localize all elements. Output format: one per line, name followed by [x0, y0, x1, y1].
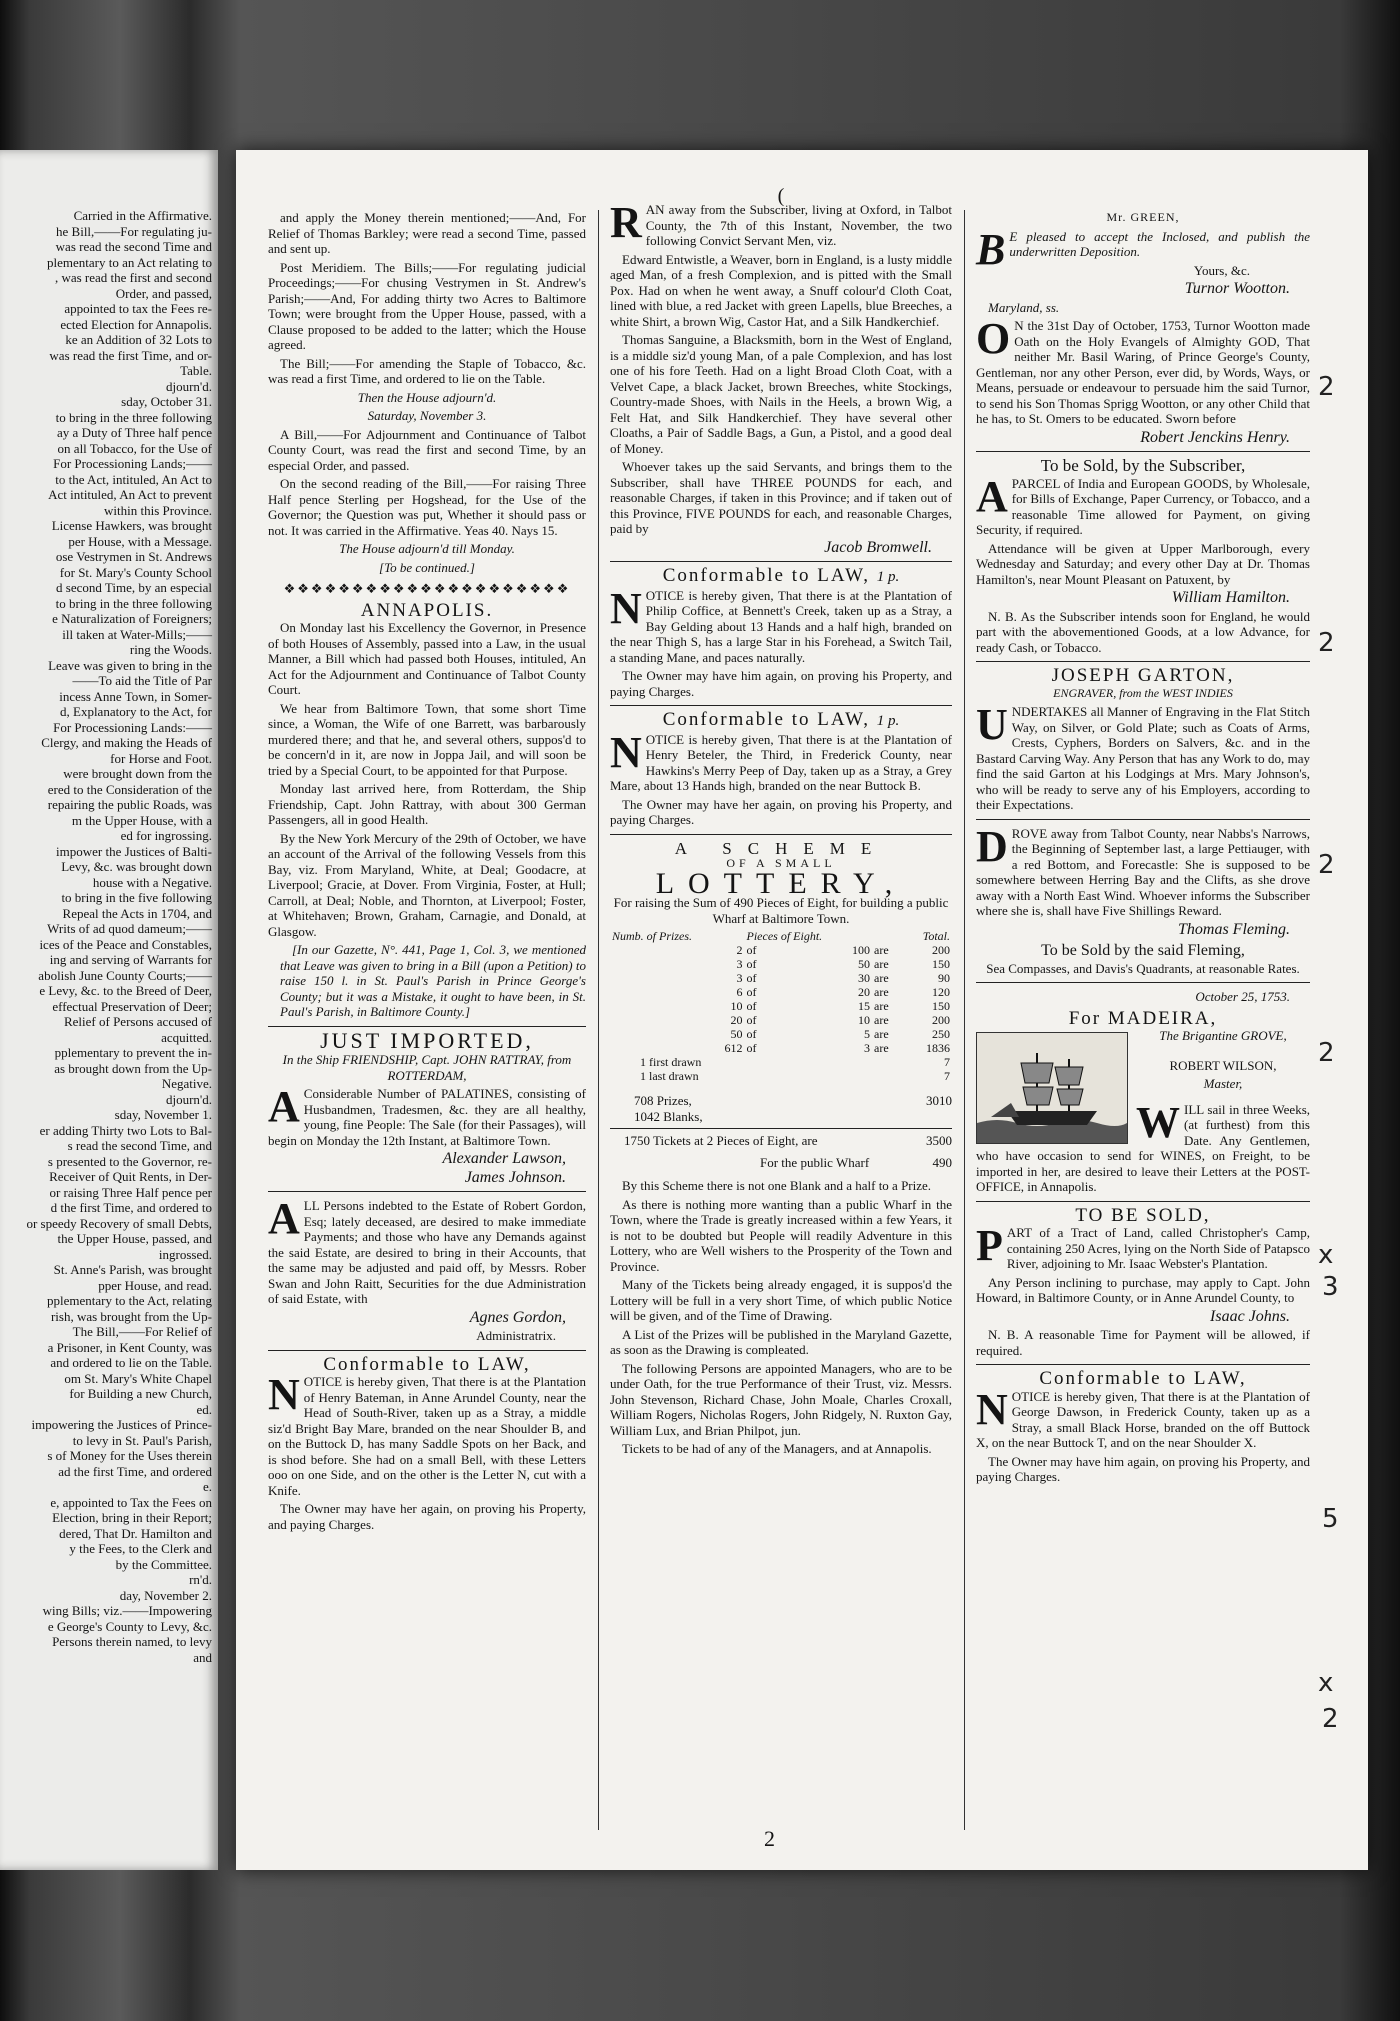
prize-cell: 3: [864, 1041, 871, 1055]
sold-body: APARCEL of India and European GOODS, by Wholesale, for Bills of Exchange, Paper Currency, or Tobacco, and a reasonable Time allowed for Payment, on giving Security, if required.: [976, 471, 1310, 537]
previous-page-line: and ordered to lie on the Table.: [50, 1355, 212, 1370]
prize-column-header: Total.: [922, 929, 950, 943]
dropcap-w: W: [1136, 1097, 1180, 1147]
prize-table: [610, 929, 952, 1083]
lottery-subtitle: For raising the Sum of 490 Pieces of Eight, for building a public Wharf at Baltimore Town.: [613, 895, 949, 926]
previous-page-line: on all Tobacco, for the Use of: [57, 440, 212, 456]
woodcut-hull: [1007, 1111, 1097, 1125]
divider: [268, 1350, 586, 1351]
prize-cell: of: [746, 999, 757, 1013]
green-yours: Yours, &c.: [1193, 262, 1250, 278]
previous-page-line: St. Anne's Parish, was brought: [53, 1262, 212, 1277]
law-notice-tail: The Owner may have her again, on proving his Property, and paying Charges.: [610, 796, 952, 827]
previous-page-line: Negative.: [161, 1076, 212, 1091]
dropcap-n: N: [610, 727, 642, 777]
previous-page-line: pper House, and read.: [98, 1277, 212, 1293]
prize-cell: are: [874, 999, 889, 1013]
previous-page-line: d second Time, by an especial: [56, 580, 212, 595]
proceedings-paragraph: Saturday, November 3.: [367, 408, 487, 423]
previous-page-line: for St. Mary's County School: [59, 564, 212, 580]
previous-page-line: plementary to an Act relating to: [47, 254, 212, 270]
previous-page-line: to the Act, intituled, An Act to: [55, 471, 212, 487]
signature-hamilton: William Hamilton.: [1171, 589, 1290, 606]
madeira-master: ROBERT WILSON,: [1169, 1057, 1277, 1073]
previous-page-line: Receiver of Quit Rents, in Der-: [49, 1169, 212, 1184]
previous-page-line: house with a Negative.: [92, 874, 212, 890]
prize-column-header: Numb. of Prizes.: [612, 929, 693, 943]
prize-cell: of: [746, 1027, 757, 1041]
previous-page-line: to bring in the five following: [61, 890, 212, 905]
erratum-note: [In our Gazette, N°. 441, Page 1, Col. 3, we mentioned that Leave was given to bring in a Bill (upon a Petition) to raise 150 l. in St. Paul's Parish in Prince George's County; but it was a Mistake, it ought to have been, in St. Paul's Parish, in Baltimore County.]: [280, 942, 586, 1019]
previous-page-line: For Processioning Lands;——: [53, 456, 212, 471]
scheme-paragraph: The following Persons are appointed Managers, who are to be under Oath, for the true Performance of their Trust, viz. Messrs. John Stevenson, Richard Chase, John Moale, Charles Croxall, William Rogers, Nicholas Rogers, John Ridgely, N. Ruxton Gay, William Lux, and Brian Philpot, jun.: [610, 1360, 952, 1438]
previous-page-line: s of Money for the Uses therein: [47, 1448, 212, 1463]
prize-cell: 20: [730, 1013, 743, 1027]
previous-page-line: Relief of Persons accused of: [63, 1014, 212, 1029]
previous-page-line: to bring in the three following: [55, 409, 212, 425]
previous-page-line: Repeal the Acts in 1704, and: [62, 905, 212, 921]
woodcut-sail: [1057, 1089, 1083, 1105]
prize-cell: 100: [852, 943, 871, 957]
prize-cell: of: [746, 957, 757, 971]
prize-cell: are: [874, 1013, 889, 1027]
previous-page-line: Clergy, and making the Heads of: [41, 735, 212, 750]
prize-row: [610, 957, 952, 971]
margin-mark: x: [1318, 1240, 1334, 1270]
previous-page-line: e.: [202, 1479, 212, 1494]
newspaper-page: [236, 150, 1368, 1870]
previous-page-line: dered, That Dr. Hamilton and: [59, 1525, 212, 1541]
scheme-text: [610, 1178, 952, 1457]
column-rule: [964, 210, 965, 1830]
previous-page-line: was read the second Time and: [55, 239, 212, 254]
law-notice-coffice: NOTICE is hereby given, That there is at the Plantation of Philip Coffice, at Bennett's Creek, taken up as a Stray, a Bay Gelding about 13 Hands and a half high, branded on the near Thigh S, has a large Star in his Forehead, a Switch Tail, a standing Mane, and paces naturally.: [610, 583, 952, 665]
previous-page-line: within this Province.: [104, 502, 212, 518]
prize-column-header: [872, 929, 902, 943]
tract-nb: N. B. A reasonable Time for Payment will be allowed, if required.: [976, 1327, 1310, 1358]
prize-cell: 90: [938, 971, 950, 985]
previous-page-line: ke an Addition of 32 Lots to: [65, 332, 212, 347]
previous-page-line: ad the first Time, and ordered: [58, 1463, 212, 1479]
madeira-block: [976, 1028, 1310, 1195]
prize-row: [610, 943, 952, 957]
previous-page-line: and: [193, 1649, 212, 1665]
law-notice-dawson: NOTICE is hereby given, That there is at the Plantation of George Dawson, in Frederick County, taken up as a Stray, a small Black Horse, branded on the off Buttock X, on the near Buttock T, and on the near Shoulder X.: [976, 1384, 1310, 1450]
previous-page-line: impower the Justices of Balti-: [56, 843, 212, 859]
previous-page-line: a Prisoner, in Kent County, was: [47, 1339, 212, 1355]
sold-attendance: Attendance will be given at Upper Marlborough, every Wednesday and Saturday; and every other Day at Dr. Thomas Hamilton's, near Mount Pleasant on Patuxent, by: [976, 540, 1310, 587]
previous-page-line: Carried in the Affirmative.: [73, 208, 212, 223]
column-3: [976, 210, 1310, 1830]
previous-page-line: or speedy Recovery of small Debts,: [26, 1215, 212, 1231]
previous-page-line: Levy, &c. was brought down: [61, 859, 212, 874]
previous-page-line: for Building a new Church,: [69, 1386, 212, 1401]
prize-cell: 3: [736, 971, 743, 985]
prize-cell: 200: [932, 943, 950, 957]
runaway-details: [610, 252, 952, 537]
signature-fleming: Thomas Fleming.: [1178, 920, 1290, 938]
prize-cell: are: [874, 1027, 889, 1041]
prize-cell: are: [874, 985, 889, 999]
divider: [610, 1128, 952, 1129]
fleming-sale-body: Sea Compasses, and Davis's Quadrants, at reasonable Rates.: [986, 960, 1300, 976]
prize-cell: 5: [864, 1027, 871, 1041]
previous-page-line: sday, October 31.: [121, 394, 212, 409]
proceedings-paragraph: Then the House adjourn'd.: [357, 389, 497, 405]
column-1: [268, 210, 586, 1830]
previous-page-line: e, appointed to Tax the Fees on: [50, 1494, 212, 1510]
law-heading: Conformable to LAW, 1 p.: [662, 709, 900, 730]
previous-page-line: Persons therein named, to levy: [52, 1634, 212, 1649]
previous-page-line: ——To aid the Title of Par: [72, 673, 212, 688]
fleming-sale-heading: To be Sold by the said Fleming,: [1041, 942, 1245, 959]
previous-page-line: or raising Three Half pence per: [49, 1184, 212, 1200]
previous-page-line: djourn'd.: [165, 378, 212, 394]
previous-page-line: Election, bring in their Report;: [52, 1510, 212, 1525]
prize-cell: 1 first drawn: [640, 1055, 702, 1069]
dropcap-n: N: [976, 1384, 1008, 1434]
previous-page-line: ing and serving of Warrants for: [49, 952, 212, 967]
drove-body: DROVE away from Talbot County, near Nabbs's Narrows, the Beginning of September last, a large Pettiauger, with a red Bottom, and Forecastle: She is supposed to be somewhere between Herring Bay and the Clifts, as she drove away with a North East Wind. Whoever informs the Subscriber where she is, shall have Five Shillings Reward.: [976, 821, 1310, 918]
margin-mark: x: [1318, 1668, 1334, 1698]
previous-page-line: to bring in the three following: [55, 595, 212, 611]
previous-page-line: acquitted.: [161, 1029, 212, 1045]
previous-page-line: rn'd.: [189, 1572, 212, 1587]
dropcap-b: B: [976, 224, 1006, 274]
deposition-body: O N the 31st Day of October, 1753, Turnor Wootton made Oath on the Holy Evangels of Almighty GOD, That neither Mr. Basil Waring, of Prince George's County, Gentleman, nor any other Person, ever did, by Words, Ways, or Means, persuade or endeavour to persuade him the said Turnor, to send his Son Thomas Sprigg Wootton, or any other Child that he has, to St. Omers to be educated. Sworn before: [976, 314, 1310, 426]
dropcap-n: N: [268, 1370, 300, 1419]
previous-page-line: ered to the Consideration of the: [47, 781, 212, 797]
prize-table-body: [610, 943, 952, 1083]
sold-heading: To be Sold, by the Subscriber,: [1040, 456, 1246, 475]
sold-nb: N. B. As the Subscriber intends soon for England, he would part with the abovementioned Goods, at a low Advance, for ready Cash, or Tobacco.: [976, 608, 1310, 655]
proceedings-paragraph: Post Meridiem. The Bills;——For regulating judicial Proceedings;——For chusing Vestrymen in St. Andrew's Parish;——And, For adding thirty two Acres to Baltimore Town; were brought from the Upper House, passed, with a Clause proposed to be added to the latter; which the House agreed.: [268, 259, 586, 352]
previous-page-line: djourn'd.: [165, 1091, 212, 1107]
runaway-paragraph: Edward Entwistle, a Weaver, born in England, is a lusty middle aged Man, of a fresh Complexion, and is pitted with the Small Pox. Had on when he went away, a Snuff colour'd Cloth Coat, lined with blue, a red Jacket with green Lapells, blue Breeches, a white Shirt, a brown Wig, Castor Hat, and a Silk Handkerchief.: [610, 251, 952, 329]
proceedings-paragraph: [To be continued.]: [379, 559, 475, 575]
scheme-paragraph: Many of the Tickets being already engaged, it is suppos'd the Lottery will be full in a very short Time, of which public Notice will be given, and of the Time of Drawing.: [610, 1277, 952, 1323]
previous-page-line: d, Explanatory to the Act, for: [60, 704, 212, 719]
margin-mark: 3: [1322, 1272, 1339, 1302]
dropcap-a: A: [268, 1194, 300, 1243]
previous-page-line: for Horse and Foot.: [110, 750, 212, 766]
prize-cell: 10: [858, 1013, 871, 1027]
prize-cell: are: [874, 1041, 889, 1055]
gordon-notice: ALL Persons indebted to the Estate of Robert Gordon, Esq; lately deceased, are desired to make immediate Payments; and those who have any Demands against the said Estate, are desired to bring in their Accounts, that the same may be adjusted and paid off, by Messrs. Rober Swan and John Raitt, Securities for the due Administration of said Estate, with: [268, 1194, 586, 1306]
lottery-heading: LOTTERY,: [655, 866, 907, 900]
dropcap-n: N: [610, 583, 642, 633]
previous-page-line: day, November 2.: [119, 1587, 212, 1603]
previous-page-line: Writs of ad quod dameum;——: [47, 921, 212, 936]
previous-page-line: incess Anne Town, in Somer-: [59, 688, 212, 704]
prize-cell: 50: [858, 957, 871, 971]
previous-page-line: e George's County to Levy, &c.: [47, 1618, 212, 1634]
ornament-divider: ❖❖❖❖❖❖❖❖❖❖❖❖❖❖❖❖❖❖❖❖❖: [283, 581, 571, 596]
margin-mark: 5: [1322, 1504, 1339, 1534]
proceedings-paragraph: A Bill,——For Adjournment and Continuance of Talbot County Court, was read the first and second Time, by an especial Order, and passed.: [268, 426, 586, 473]
previous-page-line: sday, November 1.: [114, 1107, 212, 1122]
previous-page-line: The Bill,——For Relief of: [72, 1324, 212, 1339]
handwritten-note: 1 p.: [876, 713, 900, 729]
signature-johns: Isaac Johns.: [1210, 1307, 1290, 1325]
runaway-paragraph: Thomas Sanguine, a Blacksmith, born in the West of England, is a middle siz'd young Man, of a pale Complexion, and has lost one of his fore Teeth. Had on a light Broad Cloth Coat, with a Velvet Cape, a black Jacket, brown Breeches, white Stockings, Country-made Shoes, with Nails in the Heels, a brown Wig, a Felt Hat, and Silk Handkerchief. They have several other Cloaths, a Pair of Saddle Bags, a Gun, a Pistol, and a good deal of Money.: [610, 332, 952, 456]
previous-page-line: by the Committee.: [115, 1556, 212, 1572]
madeira-body: WILL sail in three Weeks, (at furthest) from this Date. Any Gentlemen, who have occasion to send for WINES, on Freight, to be imported in her, are desired to leave their Letters at the POST-OFFICE, in Annapolis.: [976, 1097, 1310, 1194]
of-a-small: OF A SMALL: [726, 856, 836, 870]
previous-page-line: om St. Mary's White Chapel: [64, 1370, 212, 1386]
proceedings-paragraph: The House adjourn'd till Monday.: [339, 541, 515, 556]
previous-page-line: he Bill,——For regulating ju-: [56, 223, 212, 239]
tract-inquiry: Any Person inclining to purchase, may apply to Capt. John Howard, in Baltimore County, or in Anne Arundel County, to: [976, 1274, 1310, 1305]
annapolis-heading: ANNAPOLIS.: [360, 599, 494, 621]
previous-page-line: appointed to tax the Fees re-: [64, 301, 212, 316]
previous-page-line: Order, and passed,: [115, 285, 212, 301]
prize-cell: of: [746, 1041, 757, 1055]
prize-cell: 250: [932, 1027, 950, 1041]
previous-page-line: License Hawkers, was brought: [51, 518, 212, 533]
column-2: [610, 185, 952, 1830]
previous-page-line: y the Fees, to the Clerk and: [69, 1541, 212, 1556]
annapolis-news: [268, 620, 586, 939]
law-heading: Conformable to LAW,: [1039, 1368, 1247, 1389]
garton-subheading: ENGRAVER, from the WEST INDIES: [1053, 685, 1233, 700]
top-mark: (: [777, 185, 785, 207]
dropcap-r: R: [610, 198, 642, 247]
divider: [976, 819, 1310, 820]
previous-page-line: wing Bills; viz.——Impowering: [42, 1603, 212, 1618]
previous-page-line: to levy in St. Paul's Parish,: [72, 1432, 212, 1448]
prize-row: [610, 1027, 952, 1041]
divider: [268, 1026, 586, 1027]
ship-woodcut: [976, 1032, 1128, 1144]
margin-mark: 2: [1318, 372, 1335, 402]
divider: [610, 834, 952, 835]
law-heading: Conformable to LAW, 1 p.: [662, 565, 900, 586]
prize-cell: 1836: [926, 1041, 950, 1055]
madeira-role: Master,: [1203, 1076, 1243, 1091]
prize-column-header: Pieces of Eight.: [746, 929, 823, 943]
garton-body: UNDERTAKES all Manner of Engraving in the Flat Stitch Way, on Silver, or Gold Plate; such as Coats of Arms, Crests, Cyphers, Borders on Salvers, &c. and in the Bastard Carving Way. Any Person that has any Work to do, may find the said Garton at his Lodgings at Mrs. Mary Johnson's, who will be ready to serve any of his Employers, according to their Expectations.: [976, 700, 1310, 812]
previous-page-line: e Naturalization of Foreigners;: [52, 611, 212, 626]
divider: [976, 661, 1310, 662]
prize-row: [610, 999, 952, 1013]
law-notice-beteler: NOTICE is hereby given, That there is at the Plantation of Henry Beteler, the Third, in Frederick County, near Hawkins's Merry Peep of Day, taken up as a Stray, a Grey Mare, about 13 Hands high, branded on the near Buttock B.: [610, 727, 952, 793]
proceedings-paragraph: and apply the Money therein mentioned;——And, For Relief of Thomas Barkley; were read a second Time, passed and sent up.: [268, 210, 586, 256]
previous-page-line: ill taken at Water-Mills;——: [62, 626, 212, 642]
scheme-paragraph: As there is nothing more wanting than a public Wharf in the Town, where the Trade is greatly increased within a few Years, it is not to be doubted but People will readily Adventure in this Lottery, who are Well wishers to the Prosperity of the Town and Province.: [610, 1196, 952, 1274]
prize-cell: 6: [736, 985, 743, 999]
signature-wootton: Turnor Wootton.: [1184, 280, 1290, 297]
prize-cell: are: [874, 957, 889, 971]
previous-page-line: as brought down from the Up-: [54, 1060, 212, 1076]
previous-page-line: repairing the public Roads, was: [47, 797, 212, 812]
prize-cell: 200: [932, 1013, 950, 1027]
prize-row: [610, 1013, 952, 1027]
law-notice-tail: The Owner may have him again, on proving his Property, and paying Charges.: [976, 1453, 1310, 1484]
previous-page-line: ring the Woods.: [129, 642, 212, 657]
previous-page-text: [0, 208, 212, 1665]
proceedings-paragraph: The Bill;——For amending the Staple of Tobacco, &c. was read a first Time, and ordered to lie on the Table.: [268, 355, 586, 386]
proceedings-paragraph: On the second reading of the Bill,——For raising Three Half pence Sterling per Hogshead, for the Use of the Governor; the Question was put, Whether it should pass or not. It was carried in the Affirmative. Yeas 40. Nays 15.: [268, 476, 586, 538]
assembly-proceedings: [268, 210, 586, 575]
signature-henry: Robert Jenckins Henry.: [1140, 428, 1290, 446]
prize-cell: 120: [932, 985, 950, 999]
divider: [610, 705, 952, 706]
previous-page-line: Leave was given to bring in the: [48, 657, 212, 673]
law-notice-tail: The Owner may have her again, on proving his Property, and paying Charges.: [268, 1501, 586, 1532]
law-notice-tail: The Owner may have him again, on proving his Property, and paying Charges.: [610, 668, 952, 699]
margin-mark: 2: [1318, 850, 1335, 880]
previous-page-line: was read the first Time, and or-: [49, 347, 212, 363]
divider: [976, 1201, 1310, 1202]
divider: [976, 1364, 1310, 1365]
previous-page-line: rish, was brought from the Up-: [50, 1308, 212, 1324]
law-heading: Conformable to LAW,: [323, 1353, 531, 1375]
handwritten-note: 1 p.: [876, 569, 900, 585]
prize-cell: 612: [724, 1041, 743, 1055]
scheme-heading: A SCHEME: [674, 838, 888, 858]
dropcap-p: P: [976, 1221, 1003, 1270]
signature-gordon: Agnes Gordon,: [469, 1308, 566, 1326]
prize-cell: 50: [730, 1027, 743, 1041]
previous-page-line: m the Upper House, with a: [71, 812, 212, 828]
woodcut-sail: [1023, 1087, 1053, 1105]
previous-page-line: ingrossed.: [158, 1246, 212, 1262]
tickets-line: 1750 Tickets at 2 Pieces of Eight, are 3500: [624, 1133, 952, 1148]
prize-cell: 10: [730, 999, 743, 1013]
prize-cell: of: [746, 1013, 757, 1027]
prize-cell: 150: [932, 999, 950, 1013]
previous-page-line: er adding Thirty two Lots to Bal-: [39, 1122, 212, 1138]
previous-page-line: ed.: [196, 1401, 212, 1417]
previous-page-line: ay a Duty of Three half pence: [57, 425, 212, 440]
divider: [268, 1191, 586, 1192]
prize-cell: of: [746, 971, 757, 985]
law-notice-bateman: NOTICE is hereby given, That there is at the Plantation of Henry Bateman, in Anne Arundel County, near the Head of South-River, taken up as a Stray, a middle siz'd Bright Bay Mare, branded on the near Shoulder B, and on the Buttock D, has many Saddle Spots on her Back, and is shod before. She had on a small Bell, with these Letters ooo on one Side, and on the other is the Letter N, cut with a Knife.: [268, 1370, 586, 1498]
green-heading: Mr. GREEN,: [1106, 210, 1180, 224]
prize-cell: 30: [858, 971, 871, 985]
previous-page-line: s presented to the Governor, re-: [47, 1153, 212, 1169]
prize-row: [610, 1055, 952, 1069]
deposition-place: Maryland, ss.: [988, 299, 1060, 315]
previous-page-line: abolish June County Courts;——: [38, 967, 212, 983]
prize-cell: 2: [736, 943, 743, 957]
prize-cell: 15: [858, 999, 871, 1013]
previous-page-line: pplementary to the Act, relating: [47, 1293, 212, 1308]
signature-johnson: James Johnson.: [464, 1168, 566, 1186]
previous-page-line: s read the second Time, and: [67, 1138, 212, 1153]
imported-body: A Considerable Number of PALATINES, consisting of Husbandmen, Tradesmen, &c. they are all healthy, young, fine People: The Sale (for their Passages), will begin on Monday the 12th Instant, at Baltimore Town.: [268, 1082, 586, 1148]
prize-cell: are: [874, 943, 889, 957]
signature-lawson: Alexander Lawson,: [442, 1150, 566, 1167]
divider: [976, 982, 1310, 983]
gordon-role: Administratrix.: [476, 1328, 556, 1343]
prize-cell: 7: [944, 1055, 950, 1069]
margin-mark: 2: [1322, 1704, 1339, 1734]
prize-row: [610, 971, 952, 985]
tract-heading: TO BE SOLD,: [1075, 1204, 1211, 1226]
previous-page-line: impowering the Justices of Prince-: [31, 1417, 212, 1432]
prize-row: [610, 1069, 952, 1083]
imported-ship-line: In the Ship FRIENDSHIP, Capt. JOHN RATTRAY, from ROTTERDAM,: [282, 1052, 572, 1083]
wharf-line: For the public Wharf 490: [760, 1154, 952, 1170]
garton-heading: JOSEPH GARTON,: [1051, 665, 1235, 686]
news-paragraph: We hear from Baltimore Town, that some short Time since, a Woman, the Wife of one Barrett, was barbarously murdered there; and that he, and several others, suppos'd to be concern'd in it, are now in Joppa Jail, and will soon be tried by a Special Court, to be appointed for that Purpose.: [268, 700, 586, 778]
prize-cell: 20: [858, 985, 871, 999]
blanks-line: 1042 Blanks,: [634, 1108, 703, 1124]
woodcut-sail: [1055, 1067, 1083, 1085]
tract-body: PART of a Tract of Land, called Christopher's Camp, containing 250 Acres, lying on the North Side of Patapsco River, adjoining to Mr. Isaac Webster's Plantation.: [976, 1221, 1310, 1271]
prize-cell: 1 last drawn: [640, 1069, 699, 1083]
scheme-paragraph: A List of the Prizes will be published in the Maryland Gazette, as soon as the Drawing is compleated.: [610, 1326, 952, 1357]
previous-page-line: ed for ingrossing.: [120, 828, 212, 843]
prize-cell: of: [746, 985, 757, 999]
runaway-paragraph: Whoever takes up the said Servants, and brings them to the Subscriber, shall have THREE POUNDS for each, and reasonable Charges, if taken in this Province; and if taken out of this Province, FIVE POUNDS for each, and reasonable Charges, paid by: [610, 459, 952, 536]
prize-table-header: [610, 929, 952, 943]
woodcut-sail: [1021, 1063, 1053, 1083]
column-rule: [598, 210, 599, 1830]
previous-page-line: For Processioning Lands:——: [53, 719, 212, 735]
madeira-date: October 25, 1753.: [1195, 989, 1290, 1004]
previous-page-line: , was read the first and second: [54, 270, 212, 285]
madeira-ship: The Brigantine GROVE,: [1159, 1028, 1287, 1043]
prize-cell: 7: [944, 1069, 950, 1083]
margin-mark: 2: [1318, 628, 1335, 658]
prize-row: [610, 1041, 952, 1055]
previous-page-line: pplementary to prevent the in-: [54, 1045, 212, 1060]
previous-page-line: Act intituled, An Act to prevent: [48, 487, 212, 502]
scheme-paragraph: By this Scheme there is not one Blank and a half to a Prize.: [622, 1178, 932, 1193]
news-paragraph: Monday last arrived here, from Rotterdam, the Ship Friendship, Capt. John Rattray, with about 300 German Passengers, all in good Health.: [268, 781, 586, 827]
previous-page-line: ose Vestrymen in St. Andrews: [55, 549, 212, 564]
prize-row: [610, 985, 952, 999]
divider: [610, 561, 952, 562]
previous-page-line: per House, with a Message.: [68, 533, 212, 549]
prize-cell: 150: [932, 957, 950, 971]
just-imported-heading: JUST IMPORTED,: [320, 1027, 534, 1053]
prize-cell: 3: [736, 957, 743, 971]
previous-page-line: ices of the Peace and Constables,: [39, 936, 212, 952]
page-number: 2: [764, 1826, 775, 1851]
prize-cell: are: [874, 971, 889, 985]
previous-page-line: ected Election for Annapolis.: [60, 316, 212, 332]
previous-page-line: were brought down from the: [63, 766, 212, 781]
previous-page-fragment: [0, 150, 218, 1870]
dropcap-a: A: [976, 471, 1008, 521]
scheme-paragraph: Tickets to be had of any of the Managers, and at Annapolis.: [622, 1441, 932, 1456]
signature-bromwell: Jacob Bromwell.: [824, 538, 932, 556]
news-paragraph: By the New York Mercury of the 29th of October, we have an account of the Arrival of the following Vessels from this Bay, viz. From Maryland, White, at Deal; Goodacre, at Liverpool; Gracie, at Dover. From Virginia, Foster, at Hull; Carroll, at Deal; Noble, and Thornton, at Liverpool; Foster, at Whitehaven; Brown, Graham, Carnagie, and Donald, at Glasgow.: [268, 830, 586, 939]
previous-page-line: effectual Preservation of Deer;: [52, 998, 212, 1014]
runaway-intro: RAN away from the Subscriber, living at Oxford, in Talbot County, the 7th of this Instant, November, the two following Convict Servant Men, viz.: [610, 198, 952, 248]
news-paragraph: On Monday last his Excellency the Governor, in Presence of both Houses of Assembly, passed into a Law, in the usual Manner, a Bill which had passed both Houses, intituled, An Act for the Adjournment and Continuance of Talbot County Court.: [268, 620, 586, 697]
previous-page-line: the Upper House, passed, and: [57, 1231, 212, 1246]
green-request: B E pleased to accept the Inclosed, and publish the underwritten Deposition.: [976, 224, 1310, 274]
previous-page-line: e Levy, &c. to the Breed of Deer,: [39, 983, 212, 998]
madeira-heading: For MADEIRA,: [1068, 1007, 1218, 1029]
previous-page-line: d the first Time, and ordered to: [50, 1200, 212, 1215]
prizes-total-line: 708 Prizes, 3010: [634, 1093, 952, 1108]
previous-page-line: Table.: [180, 363, 212, 378]
divider: [976, 451, 1310, 452]
dropcap-u: U: [976, 700, 1008, 749]
dropcap-a: A: [268, 1082, 300, 1131]
dropcap-d: D: [976, 821, 1008, 871]
prize-cell: of: [746, 943, 757, 957]
margin-mark: 2: [1318, 1038, 1335, 1068]
dropcap-o: O: [976, 314, 1011, 363]
